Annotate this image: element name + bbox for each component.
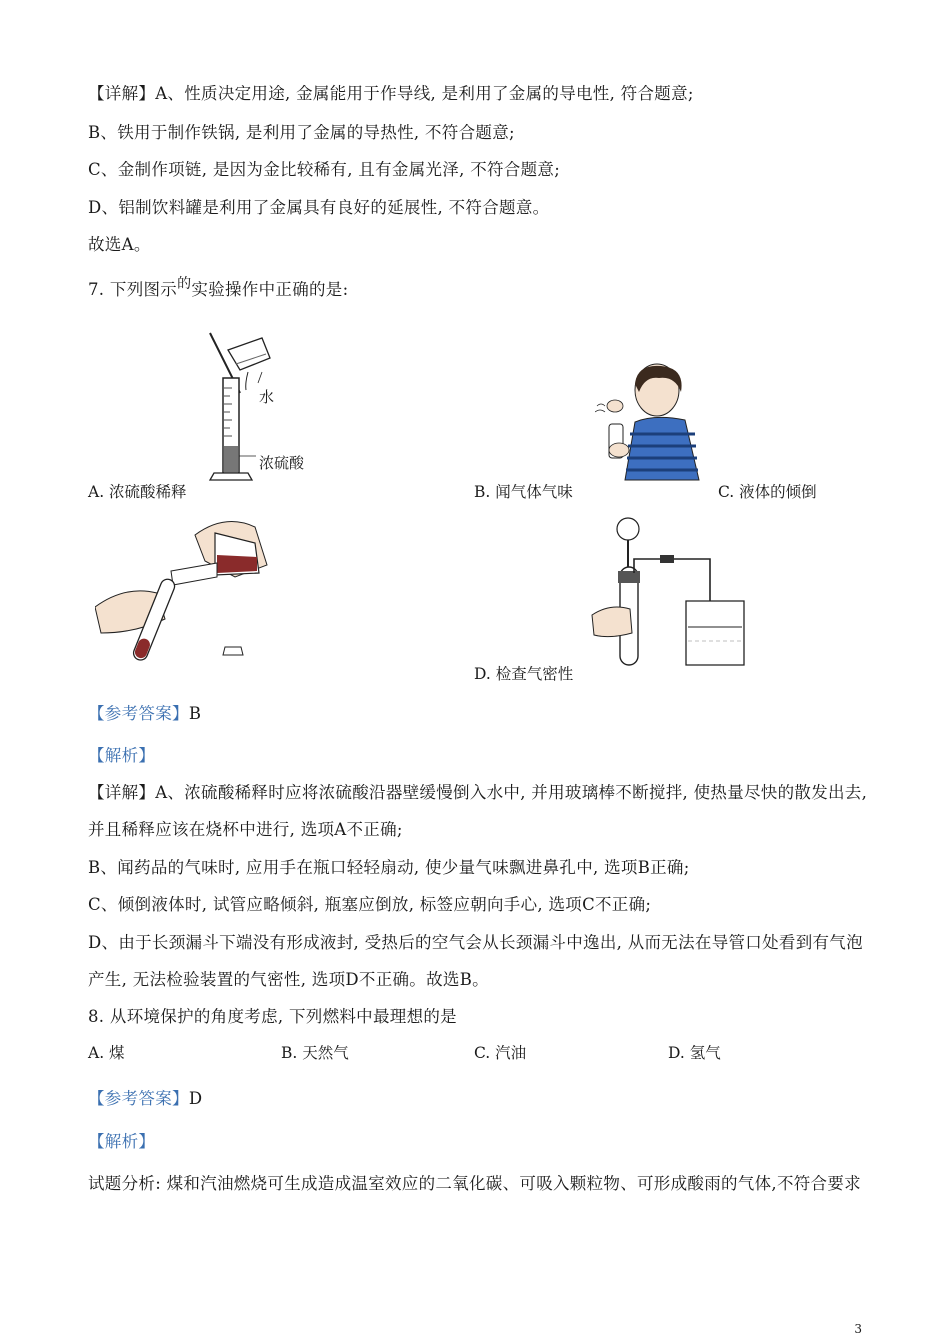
q8-option-b: B. 天然气 [281,1044,349,1062]
q7-option-b: B. 闻气体气味 [474,483,573,501]
figure-a-water-label: 水 [259,388,275,406]
figure-a-acid-label: 浓硫酸 [259,454,305,472]
q6-detail-line-4: D、铝制饮料罐是利用了金属具有良好的延展性, 不符合题意。 [88,198,550,217]
q7-detail-line-4: C、倾倒液体时, 试管应略倾斜, 瓶塞应倒放, 标签应朝向手心, 选项C不正确; [88,895,652,914]
figure-c-pouring-liquid [95,515,285,670]
page-number: 3 [854,1322,862,1336]
q7-detail-line-5: D、由于长颈漏斗下端没有形成液封, 受热后的空气会从长颈漏斗中逸出, 从而无法在导管口处看到有气泡 [88,933,863,952]
q6-detail-line-3: C、金制作项链, 是因为金比较稀有, 且有金属光泽, 不符合题意; [88,160,561,179]
q7-option-a: A. 浓硫酸稀释 [88,483,187,501]
q7-detail-line-6: 产生, 无法检验装置的气密性, 选项D不正确。故选B。 [88,970,489,989]
q6-conclusion: 故选A。 [88,235,151,254]
q6-detail-line-2: B、铁用于制作铁锅, 是利用了金属的导热性, 不符合题意; [88,123,515,142]
figure-d-airtightness-check [590,515,780,670]
q7-option-d: D. 检查气密性 [474,665,574,683]
q7-analysis-label: 【解析】 [88,746,156,765]
q7-option-c: C. 液体的倾倒 [718,483,817,501]
figure-b-boy-smelling [595,362,705,482]
q7-detail-line-1: 【详解】A、浓硫酸稀释时应将浓硫酸沿器壁缓慢倒入水中, 并用玻璃棒不断搅拌, 使热量尽快的散发出去, [88,783,868,802]
q7-detail-line-2: 并且稀释应该在烧杯中进行, 选项A不正确; [88,820,403,839]
q6-detail-line-1: 【详解】A、性质决定用途, 金属能用于作导线, 是利用了金属的导电性, 符合题意; [88,84,694,103]
q8-option-d: D. 氢气 [668,1044,721,1062]
q8-stem: 8. 从环境保护的角度考虑, 下列燃料中最理想的是 [88,1007,457,1026]
q8-analysis-label: 【解析】 [88,1132,156,1151]
q8-option-c: C. 汽油 [474,1044,527,1062]
q8-option-a: A. 煤 [88,1044,125,1062]
q7-answer: 【参考答案】B [88,704,202,723]
q7-stem: 7. 下列图示$^的$实验操作中正确的是: [88,276,349,299]
q7-detail-line-3: B、闻药品的气味时, 应用手在瓶口轻轻扇动, 使少量气味飘进鼻孔中, 选项B正确; [88,858,690,877]
q8-detail-line-1: 试题分析: 煤和汽油燃烧可生成造成温室效应的二氧化碳、可吸入颗粒物、可形成酸雨的气体,不符合要求 [88,1174,861,1193]
q8-answer: 【参考答案】D [88,1089,203,1108]
